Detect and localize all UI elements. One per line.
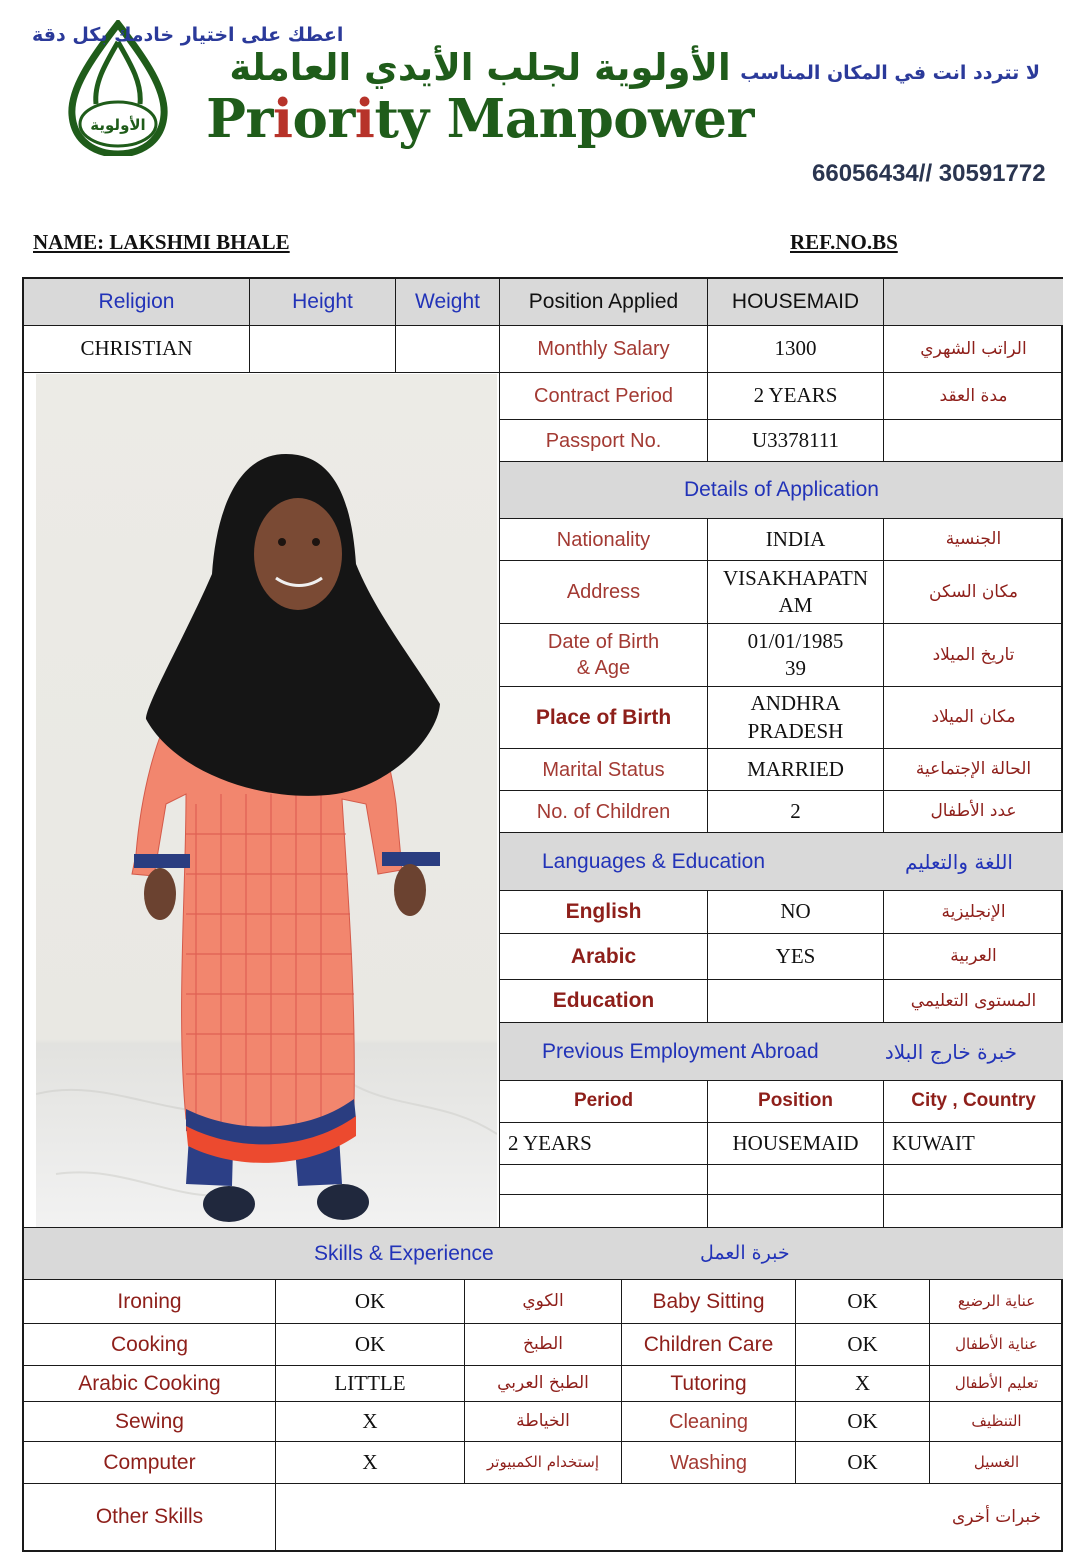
passport-value: U3378111 xyxy=(708,420,884,462)
skills-experience-header xyxy=(24,1228,1063,1280)
education-arabic: المستوى التعليمي xyxy=(884,980,1063,1023)
contract-period-value: 2 YEARS xyxy=(708,373,884,420)
passport-label: Passport No. xyxy=(500,420,708,462)
other-skills-value xyxy=(276,1484,930,1550)
religion-value: CHRISTIAN xyxy=(24,326,250,373)
languages-title: Languages & Education xyxy=(542,849,766,873)
english-arabic: الإنجليزية xyxy=(884,891,1063,934)
skills-title: Skills & Experience xyxy=(314,1241,494,1265)
marital-status-value: MARRIED xyxy=(708,749,884,791)
address-arabic: مكان السكن xyxy=(884,561,1063,624)
skill-tutoring-value: X xyxy=(796,1366,930,1402)
address-label: Address xyxy=(500,561,708,624)
skills-title-arabic: خبرة العمل xyxy=(700,1242,790,1265)
employment-row-period xyxy=(500,1165,708,1195)
place-of-birth-arabic: مكان الميلاد xyxy=(884,687,1063,749)
employment-row-position xyxy=(708,1165,884,1195)
skill-washing-value: OK xyxy=(796,1442,930,1484)
arabic-label: Arabic xyxy=(500,934,708,980)
position-applied-label: Position Applied xyxy=(500,279,708,326)
employment-col-period: Period xyxy=(500,1081,708,1123)
tagline-left: اعطك على اختيار خادمك بكل دقة xyxy=(32,24,344,46)
nationality-label: Nationality xyxy=(500,519,708,561)
skill-baby-sitting-label: Baby Sitting xyxy=(622,1280,796,1324)
arabic-arabic: العربية xyxy=(884,934,1063,980)
employment-title: Previous Employment Abroad xyxy=(542,1039,819,1063)
employment-row-position xyxy=(708,1195,884,1228)
skill-ironing-value: OK xyxy=(276,1280,465,1324)
skill-washing-arabic: الغسيل xyxy=(930,1442,1063,1484)
contract-period-label: Contract Period xyxy=(500,373,708,420)
previous-employment-header xyxy=(500,1023,1063,1081)
candidate-photo xyxy=(36,374,497,1227)
employment-row-period: 2 YEARS xyxy=(500,1123,708,1165)
employment-col-position: Position xyxy=(708,1081,884,1123)
weight-header: Weight xyxy=(396,279,500,326)
skill-cleaning-label: Cleaning xyxy=(622,1402,796,1442)
skill-computer-arabic: إستخدام الكمبيوتر xyxy=(465,1442,622,1484)
passport-arabic xyxy=(884,420,1063,462)
arabic-value: YES xyxy=(708,934,884,980)
skill-computer-label: Computer xyxy=(24,1442,276,1484)
monthly-salary-label: Monthly Salary xyxy=(500,326,708,373)
position-applied-value: HOUSEMAID xyxy=(708,279,884,326)
children-label: No. of Children xyxy=(500,791,708,833)
english-value: NO xyxy=(708,891,884,934)
place-of-birth-label: Place of Birth xyxy=(500,687,708,749)
employment-row-period xyxy=(500,1195,708,1228)
skill-baby-sitting-value: OK xyxy=(796,1280,930,1324)
candidate-photo-drawing xyxy=(36,374,497,1227)
candidate-name: NAME: LAKSHMI BHALE xyxy=(33,230,290,254)
date-of-birth-value: 01/01/1985 39 xyxy=(708,624,884,687)
skill-cooking-label: Cooking xyxy=(24,1324,276,1366)
skill-children-care-value: OK xyxy=(796,1324,930,1366)
svg-text:الأولوية: الأولوية xyxy=(90,116,146,134)
skill-washing-label: Washing xyxy=(622,1442,796,1484)
skill-sewing-label: Sewing xyxy=(24,1402,276,1442)
skill-children-care-label: Children Care xyxy=(622,1324,796,1366)
weight-value xyxy=(396,326,500,373)
other-skills-arabic: خبرات أخرى xyxy=(951,1506,1042,1527)
date-of-birth-arabic: تاريخ الميلاد xyxy=(884,624,1063,687)
children-value: 2 xyxy=(708,791,884,833)
employment-row-position: HOUSEMAID xyxy=(708,1123,884,1165)
education-label: Education xyxy=(500,980,708,1023)
employment-col-city: City , Country xyxy=(884,1081,1063,1123)
education-value xyxy=(708,980,884,1023)
nationality-arabic: الجنسية xyxy=(884,519,1063,561)
marital-status-label: Marital Status xyxy=(500,749,708,791)
skill-sewing-arabic: الخياطة xyxy=(465,1402,622,1442)
company-name-english: Priority Manpower xyxy=(206,88,754,150)
skill-ironing-label: Ironing xyxy=(24,1280,276,1324)
monthly-salary-value: 1300 xyxy=(708,326,884,373)
languages-education-header xyxy=(500,833,1063,891)
company-name-arabic: الأولوية لجلب الأيدي العاملة xyxy=(229,46,731,89)
religion-header: Religion xyxy=(24,279,250,326)
skill-cooking-arabic: الطبخ xyxy=(465,1324,622,1366)
address-value: VISAKHAPATN AM xyxy=(708,561,884,624)
place-of-birth-value: ANDHRA PRADESH xyxy=(708,687,884,749)
height-value xyxy=(250,326,396,373)
english-label: English xyxy=(500,891,708,934)
position-applied-arabic xyxy=(884,279,1063,326)
skill-children-care-arabic: عناية الأطفال xyxy=(930,1324,1063,1366)
tagline-right: لا تتردد انت في المكان المناسب xyxy=(740,62,1040,84)
height-header: Height xyxy=(250,279,396,326)
skill-arabic-cooking-label: Arabic Cooking xyxy=(24,1366,276,1402)
skill-sewing-value: X xyxy=(276,1402,465,1442)
skill-cleaning-arabic: التنظيف xyxy=(930,1402,1063,1442)
monthly-salary-arabic: الراتب الشهري xyxy=(884,326,1063,373)
employment-row-city xyxy=(884,1195,1063,1228)
languages-title-arabic: اللغة والتعليم xyxy=(905,849,1013,874)
skill-tutoring-arabic: تعليم الأطفال xyxy=(930,1366,1063,1402)
skill-arabic-cooking-arabic: الطبخ العربي xyxy=(465,1366,622,1402)
skill-cleaning-value: OK xyxy=(796,1402,930,1442)
skill-arabic-cooking-value: LITTLE xyxy=(276,1366,465,1402)
employment-row-city: KUWAIT xyxy=(884,1123,1063,1165)
other-skills-label: Other Skills xyxy=(24,1484,276,1550)
employment-title-arabic: خبرة خارج البلاد xyxy=(884,1039,1017,1064)
reference-number: REF.NO.BS xyxy=(790,230,898,254)
employment-row-city xyxy=(884,1165,1063,1195)
details-of-application-header: Details of Application xyxy=(500,462,1063,519)
nationality-value: INDIA xyxy=(708,519,884,561)
date-of-birth-label: Date of Birth & Age xyxy=(500,624,708,687)
contract-period-arabic: مدة العقد xyxy=(884,373,1063,420)
skill-ironing-arabic: الكوي xyxy=(465,1280,622,1324)
skill-cooking-value: OK xyxy=(276,1324,465,1366)
skill-tutoring-label: Tutoring xyxy=(622,1366,796,1402)
children-arabic: عدد الأطفال xyxy=(884,791,1063,833)
marital-status-arabic: الحالة الإجتماعية xyxy=(884,749,1063,791)
skill-baby-sitting-arabic: عناية الرضيع xyxy=(930,1280,1063,1324)
skill-computer-value: X xyxy=(276,1442,465,1484)
phone-numbers: 66056434// 30591772 xyxy=(812,160,1046,187)
